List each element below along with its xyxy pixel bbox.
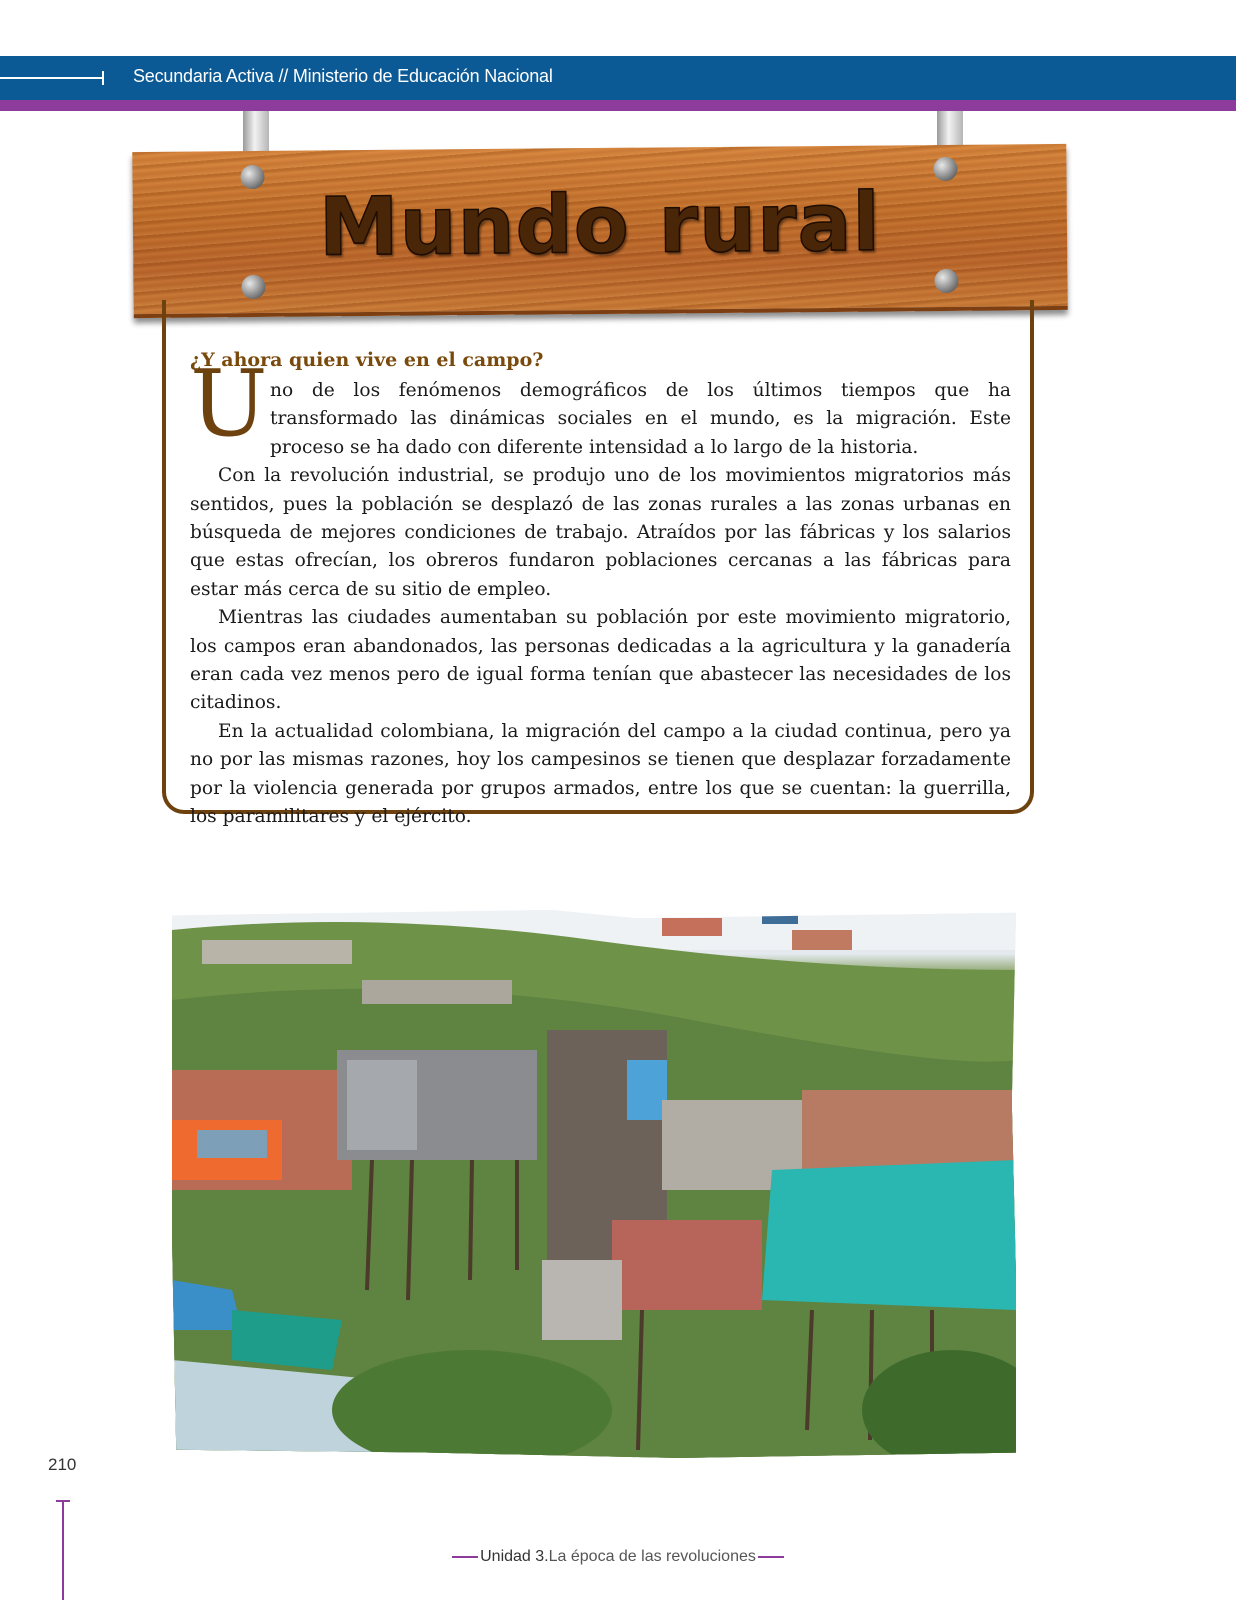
- footer-rule: [452, 1556, 478, 1558]
- wooden-sign: [132, 144, 1067, 318]
- footer: [0, 1548, 1236, 1566]
- bolt-icon: [934, 269, 958, 293]
- paragraph: En la actualidad colombiana, la migración del campo a la ciudad continua, pero ya no por las mismas razones, hoy los campesinos se tienen que desplazar forzadamente por la violencia generada por grupos armados, entre los que se cuentan: la guerrilla, los paramilitares y el ejército.: [190, 720, 1011, 828]
- sign-post-left: [243, 111, 269, 153]
- page-title: Mundo rural: [318, 175, 882, 274]
- paragraph: no de los fenómenos demográficos de los últimos tiempos que ha transformado las dinámicas sociales en el mundo, es la migración. Este proceso se ha dado con diferente intensidad a lo largo de la historia.: [270, 380, 1011, 458]
- section-subtitle: ¿Y ahora quien vive en el campo?: [190, 349, 544, 371]
- bolt-icon: [241, 275, 265, 299]
- header-rule: [0, 77, 104, 79]
- paragraph: Con la revolución industrial, se produjo uno de los movimientos migratorios más sentidos, pues la población se desplazó de las zonas rurales a las zonas urbanas en búsqueda de mejores condiciones de trabajo. Atraídos por las fábricas y los salarios que estas ofrecían, los obreros fundaron poblaciones cercanas a las fábricas para estar más cerca de su sitio de empleo.: [190, 465, 1011, 600]
- footer-rule: [758, 1556, 784, 1558]
- footer-unit: Unidad 3.: [480, 1548, 549, 1565]
- paragraph: Mientras las ciudades aumentaban su población por este movimiento migratorio, los campos eran abandonados, las personas dedicadas a la agricultura y la ganadería eran cada vez menos pero de igual forma tenían que abastecer las necesidades de los citadinos.: [190, 607, 1011, 714]
- header-text: Secundaria Activa // Ministerio de Educación Nacional: [133, 66, 553, 86]
- hillside-shacks-photo: [172, 910, 1016, 1458]
- header-rule-tick: [102, 71, 104, 85]
- footer-unit-title: La época de las revoluciones: [548, 1548, 756, 1565]
- margin-rule-tick: [56, 1500, 70, 1502]
- article-body: [190, 377, 1011, 832]
- page-number: 210: [48, 1455, 77, 1474]
- header-stripe: [0, 100, 1236, 111]
- drop-cap: U: [190, 350, 268, 457]
